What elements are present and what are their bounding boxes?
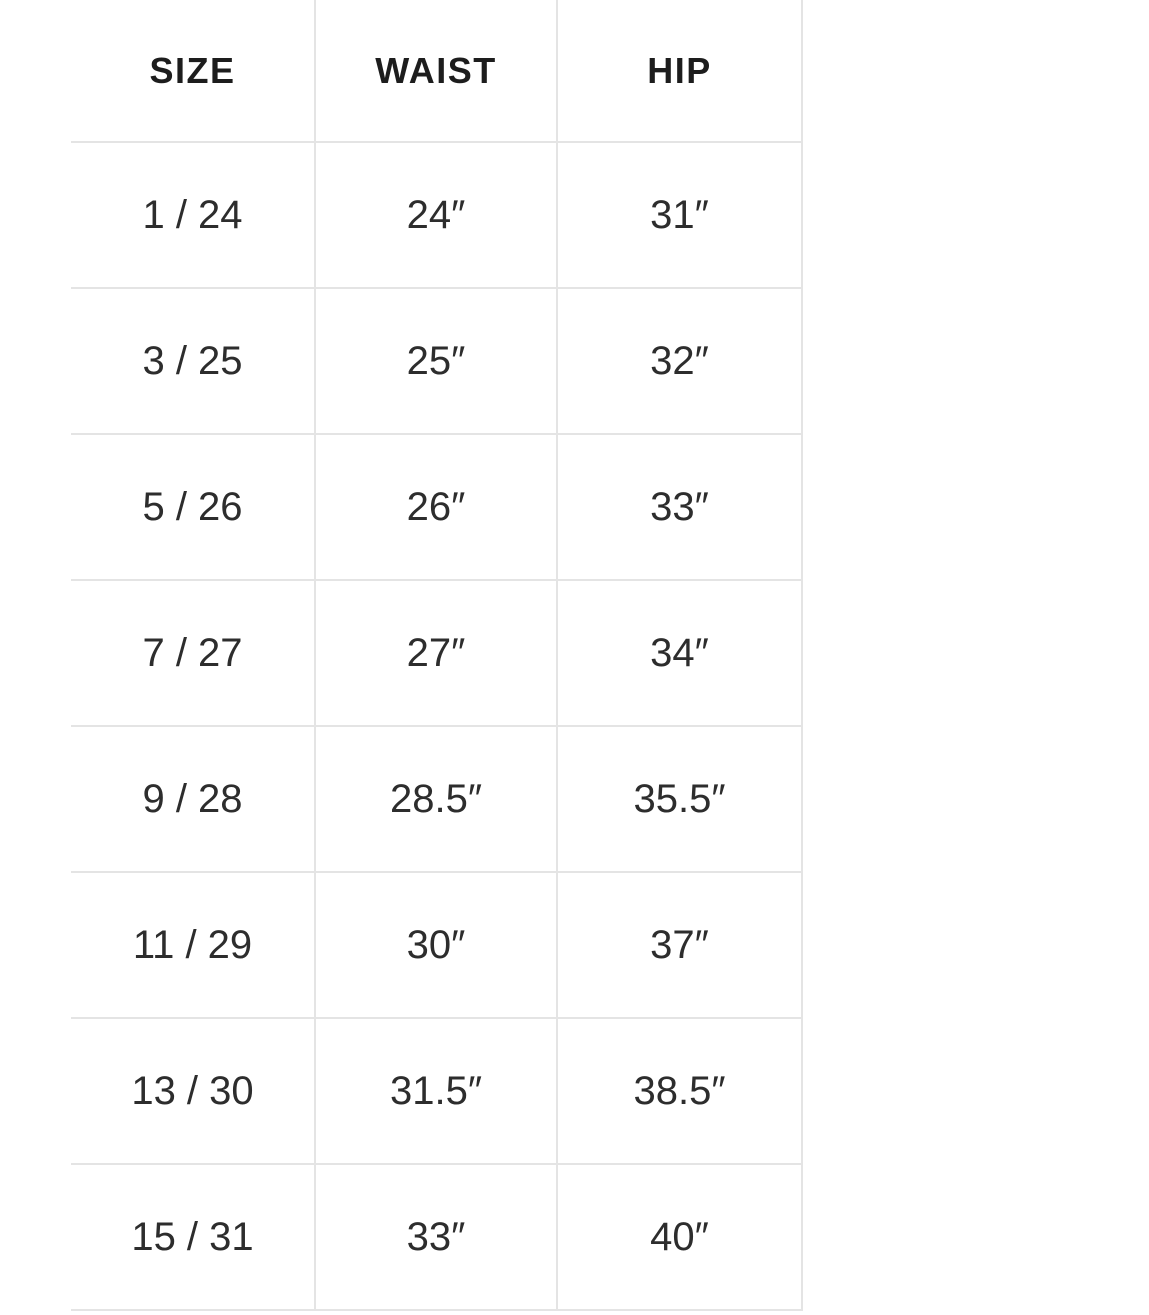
hip-cell: 37″ bbox=[557, 872, 802, 1018]
hip-cell: 32″ bbox=[557, 288, 802, 434]
hip-cell: 35.5″ bbox=[557, 726, 802, 872]
table-row bbox=[71, 580, 802, 726]
table-row bbox=[71, 434, 802, 580]
hip-cell: 38.5″ bbox=[557, 1018, 802, 1164]
table-row bbox=[71, 1018, 802, 1164]
waist-cell: 30″ bbox=[315, 872, 557, 1018]
size-chart-table bbox=[71, 0, 803, 1311]
waist-cell: 33″ bbox=[315, 1164, 557, 1310]
table-row bbox=[71, 1164, 802, 1310]
size-cell: 11 / 29 bbox=[71, 872, 315, 1018]
waist-cell: 27″ bbox=[315, 580, 557, 726]
waist-cell: 26″ bbox=[315, 434, 557, 580]
column-header-size: SIZE bbox=[71, 0, 315, 142]
table-row bbox=[71, 142, 802, 288]
header-row bbox=[71, 0, 802, 142]
column-header-hip: HIP bbox=[557, 0, 802, 142]
waist-cell: 31.5″ bbox=[315, 1018, 557, 1164]
size-cell: 1 / 24 bbox=[71, 142, 315, 288]
size-cell: 5 / 26 bbox=[71, 434, 315, 580]
size-cell: 9 / 28 bbox=[71, 726, 315, 872]
table-row bbox=[71, 288, 802, 434]
size-cell: 3 / 25 bbox=[71, 288, 315, 434]
column-header-waist: WAIST bbox=[315, 0, 557, 142]
waist-cell: 25″ bbox=[315, 288, 557, 434]
size-cell: 15 / 31 bbox=[71, 1164, 315, 1310]
size-cell: 13 / 30 bbox=[71, 1018, 315, 1164]
hip-cell: 31″ bbox=[557, 142, 802, 288]
table-row bbox=[71, 872, 802, 1018]
table-row bbox=[71, 726, 802, 872]
waist-cell: 24″ bbox=[315, 142, 557, 288]
size-cell: 7 / 27 bbox=[71, 580, 315, 726]
hip-cell: 40″ bbox=[557, 1164, 802, 1310]
waist-cell: 28.5″ bbox=[315, 726, 557, 872]
hip-cell: 33″ bbox=[557, 434, 802, 580]
hip-cell: 34″ bbox=[557, 580, 802, 726]
